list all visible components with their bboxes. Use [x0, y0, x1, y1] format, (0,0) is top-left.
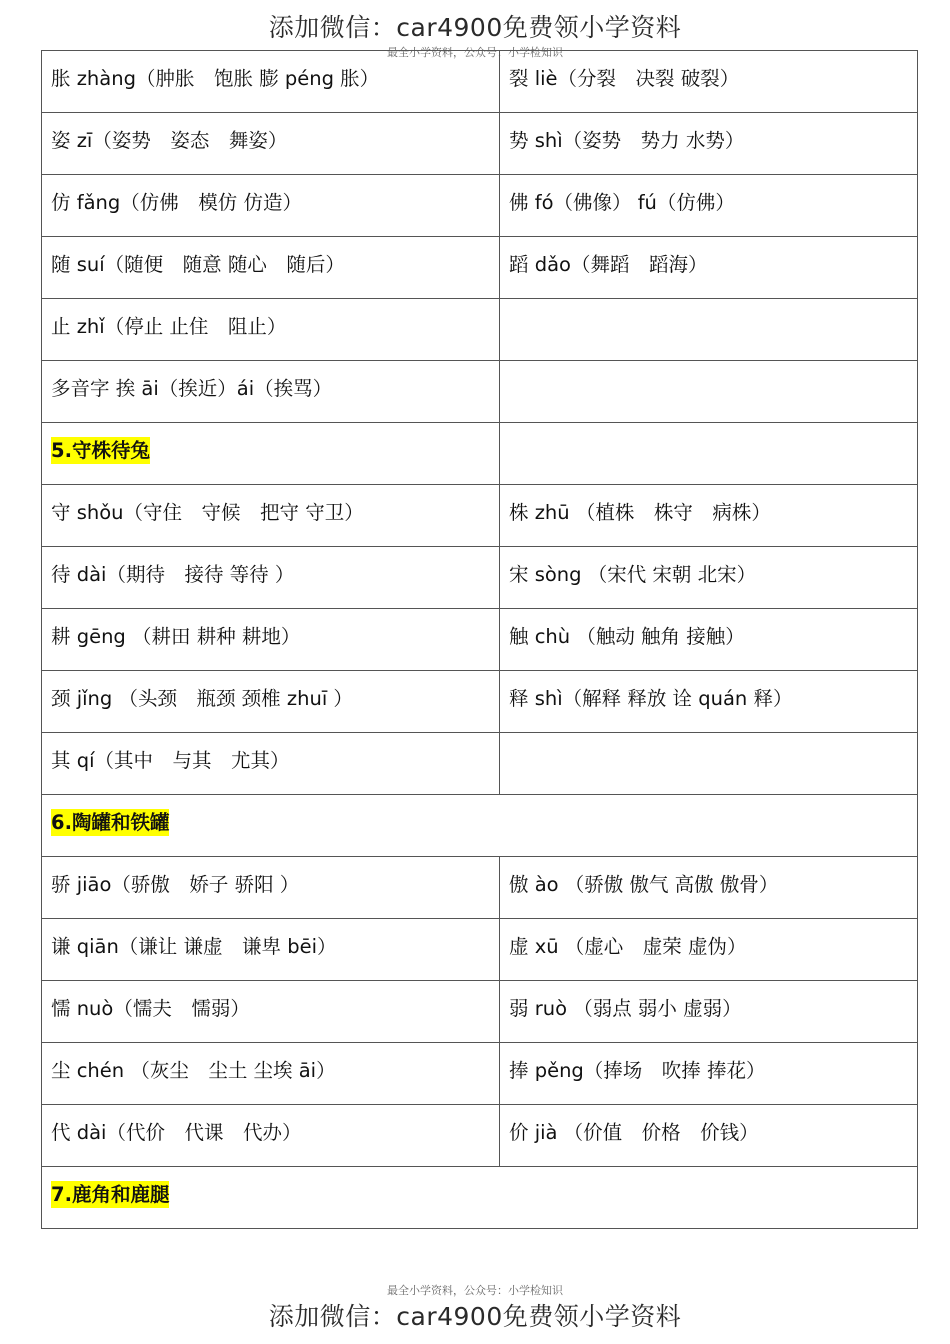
table-row	[42, 733, 918, 795]
section-title: 7.鹿角和鹿腿	[51, 1183, 170, 1206]
cell-right: 傲 ào （骄傲 傲气 高傲 傲骨）	[500, 857, 918, 919]
cell-right: 释 shì（解释 释放 诠 quán 释）	[500, 671, 918, 733]
cell-left: 谦 qiān（谦让 谦虚 谦卑 bēi）	[42, 919, 500, 981]
cell-right: 价 jià （价值 价格 价钱）	[500, 1105, 918, 1167]
table-row	[42, 299, 918, 361]
table-row	[42, 175, 918, 237]
section-cell	[42, 795, 918, 857]
table-row	[42, 609, 918, 671]
table-row	[42, 857, 918, 919]
watermark-top-sub: 最全小学资料，公众号：小学检知识	[387, 46, 563, 59]
cell-left: 待 dài（期待 接待 等待 ）	[42, 547, 500, 609]
watermark-bottom-sub: 最全小学资料，公众号：小学检知识	[387, 1284, 563, 1297]
section-row	[42, 1167, 918, 1229]
section-cell	[42, 1167, 918, 1229]
cell-left: 代 dài（代价 代课 代办）	[42, 1105, 500, 1167]
cell-left: 胀 zhàng（肿胀 饱胀 膨 péng 胀）	[42, 51, 500, 113]
cell-left: 多音字 挨 āi（挨近）ái（挨骂）	[42, 361, 500, 423]
cell-right: 触 chù （触动 触角 接触）	[500, 609, 918, 671]
cell-left: 耕 gēng （耕田 耕种 耕地）	[42, 609, 500, 671]
cell-left: 尘 chén （灰尘 尘土 尘埃 āi）	[42, 1043, 500, 1105]
cell-right: 株 zhū （植株 株守 病株）	[500, 485, 918, 547]
section-title: 6.陶罐和铁罐	[51, 811, 170, 834]
cell-right: 裂 liè（分裂 决裂 破裂）	[500, 51, 918, 113]
table-row	[42, 485, 918, 547]
table-row	[42, 919, 918, 981]
section-cell	[42, 423, 500, 485]
table-row	[42, 1105, 918, 1167]
table-row	[42, 1043, 918, 1105]
section-row	[42, 423, 918, 485]
cell-right: 捧 pěng（捧场 吹捧 捧花）	[500, 1043, 918, 1105]
cell-right	[500, 423, 918, 485]
cell-right: 弱 ruò （弱点 弱小 虚弱）	[500, 981, 918, 1043]
watermark-bottom: 添加微信：car4900免费领小学资料	[268, 1302, 682, 1331]
cell-right	[500, 733, 918, 795]
cell-left: 其 qí（其中 与其 尤其）	[42, 733, 500, 795]
cell-left: 随 suí（随便 随意 随心 随后）	[42, 237, 500, 299]
cell-left: 骄 jiāo（骄傲 娇子 骄阳 ）	[42, 857, 500, 919]
cell-right	[500, 361, 918, 423]
cell-right: 宋 sòng （宋代 宋朝 北宋）	[500, 547, 918, 609]
table-row	[42, 237, 918, 299]
table-row	[42, 51, 918, 113]
vocab-table	[41, 50, 918, 1229]
cell-right: 虚 xū （虚心 虚荣 虚伪）	[500, 919, 918, 981]
cell-left: 懦 nuò（懦夫 懦弱）	[42, 981, 500, 1043]
table-row	[42, 981, 918, 1043]
cell-left: 颈 jǐng （头颈 瓶颈 颈椎 zhuī ）	[42, 671, 500, 733]
cell-right: 佛 fó（佛像） fú（仿佛）	[500, 175, 918, 237]
watermark-top: 添加微信：car4900免费领小学资料	[268, 13, 682, 42]
cell-left: 姿 zī（姿势 姿态 舞姿）	[42, 113, 500, 175]
cell-left: 仿 fǎng（仿佛 模仿 仿造）	[42, 175, 500, 237]
table-row	[42, 361, 918, 423]
table-row	[42, 547, 918, 609]
cell-left: 守 shǒu（守住 守候 把守 守卫）	[42, 485, 500, 547]
cell-left: 止 zhǐ（停止 止住 阻止）	[42, 299, 500, 361]
section-row	[42, 795, 918, 857]
section-title: 5.守株待兔	[51, 439, 150, 462]
cell-right: 势 shì（姿势 势力 水势）	[500, 113, 918, 175]
cell-right	[500, 299, 918, 361]
table-row	[42, 671, 918, 733]
cell-right: 蹈 dǎo（舞蹈 蹈海）	[500, 237, 918, 299]
table-row	[42, 113, 918, 175]
